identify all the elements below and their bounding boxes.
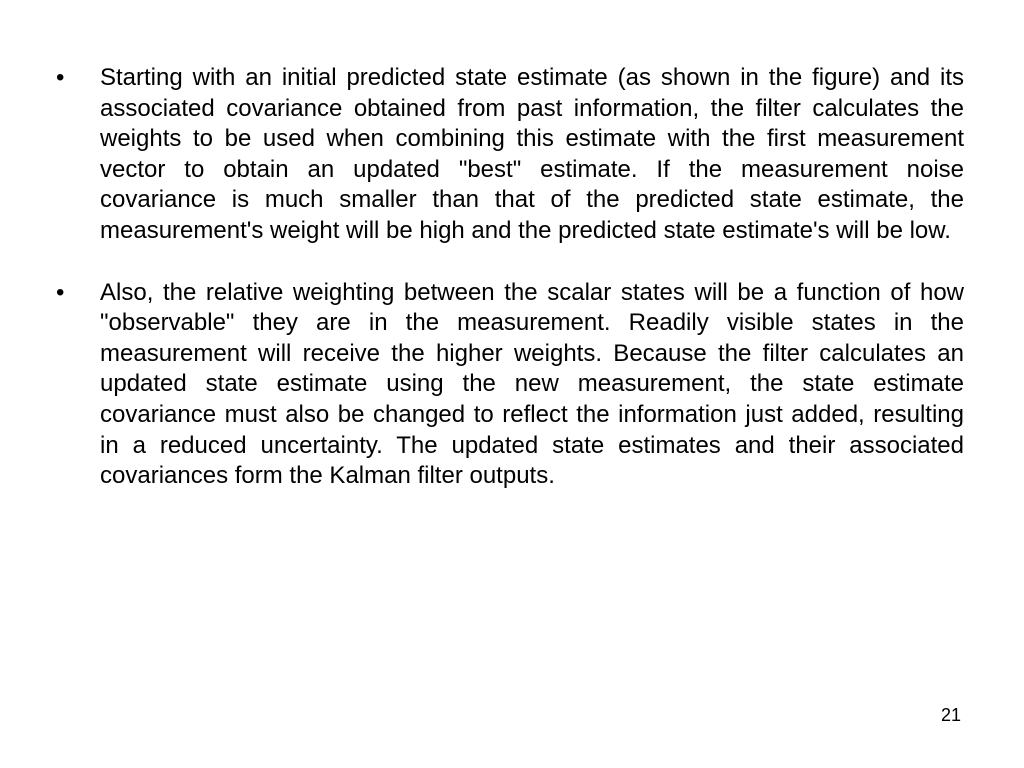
bullet-text: Starting with an initial predicted state estimate (as shown in the figure) and its associated covariance obtained from past information, the filter calculates the weights to be used when combining this estimate with the first measurement vector to obtain an updated "best" estimate. If the measurement noise covariance is much smaller than that of the predicted state estimate, the measurement's weight will be high and the predicted state estimate's will be low. [100, 64, 964, 244]
bullet-marker-icon: • [56, 64, 65, 91]
bullet-item [56, 278, 964, 492]
bullet-list [56, 63, 964, 523]
page-number: 21 [940, 705, 961, 725]
bullet-item [56, 63, 964, 247]
bullet-text: Also, the relative weighting between the scalar states will be a function of how "observable" they are in the measurement. Readily visible states in the measurement will receive the higher weights. Because the filter calculates an updated state estimate using the new measurement, the state estimate covariance must also be changed to reflect the information just added, resulting in a reduced uncertainty. The updated state estimates and their associated covariances form the Kalman filter outputs. [100, 278, 964, 490]
bullet-marker-icon: • [56, 278, 65, 306]
